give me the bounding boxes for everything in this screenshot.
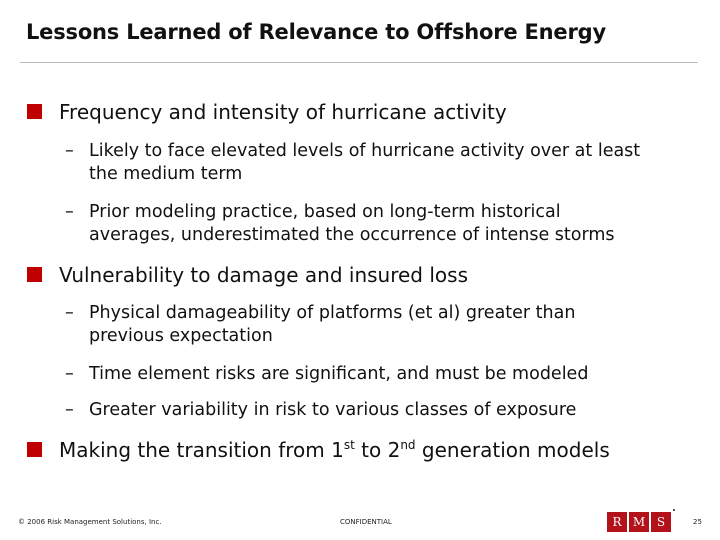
page-number: 25: [693, 518, 702, 526]
sub-bullet-line: Likely to face elevated levels of hurricane activity over at least: [89, 141, 641, 161]
bullet-text-part: to 2: [354, 438, 401, 462]
sub-bullet-line: Greater variability in risk to various classes of exposure: [89, 400, 577, 420]
dash-marker: –: [65, 400, 74, 420]
sub-bullet-item: [65, 302, 704, 348]
sub-bullet-item: [65, 201, 704, 247]
bullet-text-part: Making the transition from 1: [59, 438, 344, 462]
sub-bullet-line: the medium term: [89, 164, 243, 184]
logo-mark-dot: [673, 509, 675, 511]
square-bullet-icon: [27, 267, 42, 282]
bullet-item: [59, 263, 468, 287]
copyright-notice: © 2006 Risk Management Solutions, Inc.: [18, 518, 162, 526]
sub-bullet-item: [65, 399, 704, 422]
slide-title: Lessons Learned of Relevance to Offshore Energy: [26, 20, 606, 44]
sub-bullet-line: previous expectation: [89, 326, 273, 346]
bullet-text-part: generation models: [415, 438, 610, 462]
dash-marker: –: [65, 141, 74, 161]
bullet-item: [59, 438, 610, 462]
ordinal-superscript: nd: [400, 438, 416, 452]
square-bullet-icon: [27, 442, 42, 457]
logo-letter: S: [651, 512, 671, 532]
sub-bullet-line: Prior modeling practice, based on long-term historical: [89, 202, 561, 222]
bullet-text: Frequency and intensity of hurricane activity: [59, 100, 507, 124]
bullet-text: Vulnerability to damage and insured loss: [59, 263, 468, 287]
sub-bullet-item: [65, 363, 704, 386]
rms-logo: [607, 512, 671, 532]
logo-letter: R: [607, 512, 627, 532]
ordinal-superscript: st: [343, 438, 355, 452]
sub-bullet-line: Physical damageability of platforms (et al) greater than: [89, 303, 576, 323]
sub-bullet-item: [65, 140, 704, 186]
sub-bullet-line: averages, underestimated the occurrence of intense storms: [89, 225, 615, 245]
dash-marker: –: [65, 303, 74, 323]
logo-letter: M: [629, 512, 649, 532]
bullet-item: [59, 100, 507, 124]
confidential-label: CONFIDENTIAL: [340, 518, 392, 526]
square-bullet-icon: [27, 104, 42, 119]
sub-bullet-line: Time element risks are significant, and must be modeled: [89, 364, 589, 384]
dash-marker: –: [65, 364, 74, 384]
dash-marker: –: [65, 202, 74, 222]
title-divider: [20, 62, 698, 63]
